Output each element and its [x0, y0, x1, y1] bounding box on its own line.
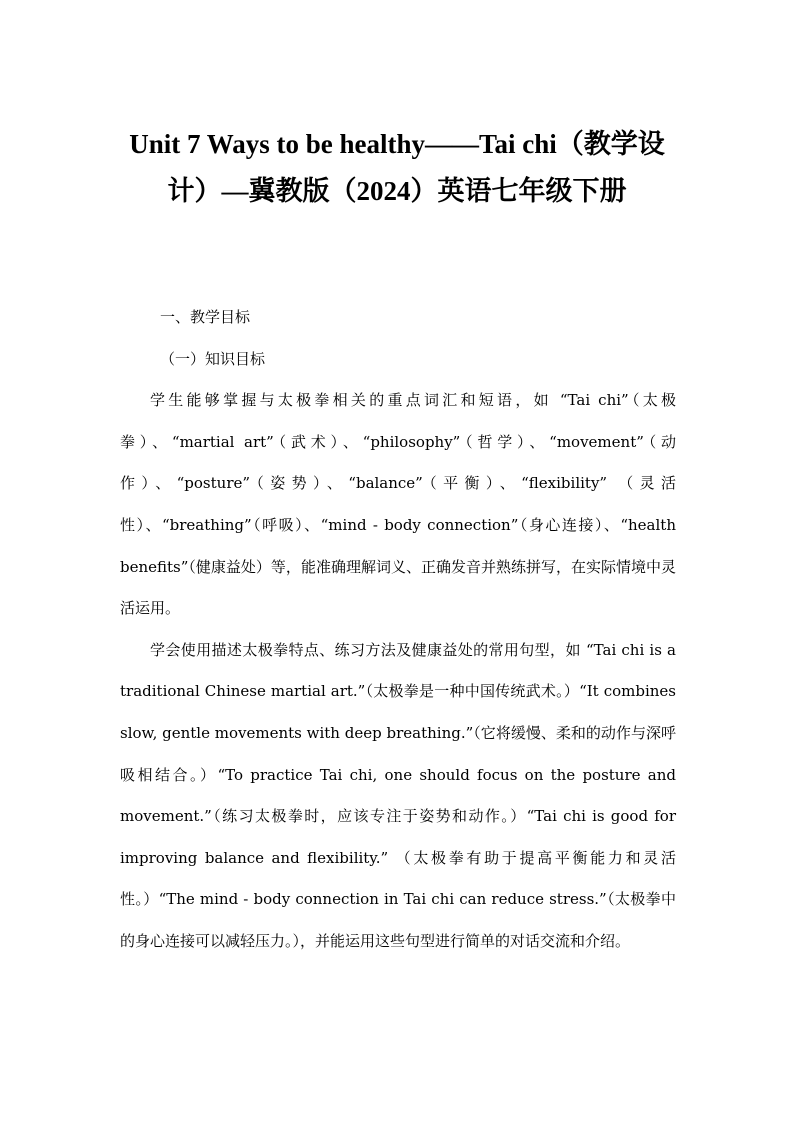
- sentence-patterns-paragraph: 学会使用描述太极拳特点、练习方法及健康益处的常用句型，如 “Tai chi is a traditional Chinese martial art.”（太极拳是一种中国传统武术。）“It combines slow, gentle movements with deep breathing.”（它将缓慢、柔和的动作与深呼吸相结合。）“To practice Tai chi, one should focus on the posture and movement.”（练习太极拳时，应该专注于姿势和动作。）“Tai chi is good for improving balance and flexibility.” （太极拳有助于提高平衡能力和灵活性。）“The mind - body connection in Tai chi can reduce stress.”（太极拳中的身心连接可以减轻压力。），并能运用这些句型进行简单的对话交流和介绍。: [120, 640, 676, 950]
- subsection-heading: （一）知识目标: [160, 349, 266, 368]
- document-body: [120, 297, 676, 963]
- section-heading: 一、教学目标: [160, 308, 251, 326]
- document-title: Unit 7 Ways to be healthy——Tai chi（教学设计）—冀教版（2024）英语七年级下册: [129, 129, 665, 206]
- vocabulary-paragraph: 学生能够掌握与太极拳相关的重点词汇和短语，如 “Tai chi”（太极拳）、“martial art”（武术）、“philosophy”（哲学）、“movement”（动作）、“posture”（姿势）、“balance”（平衡）、“flexibility” （灵活性）、“breathing”（呼吸）、“mind - body connection”（身心连接）、“health benefits”（健康益处）等，能准确理解词义、正确发音并熟练拼写，在实际情境中灵活运用。: [120, 391, 676, 618]
